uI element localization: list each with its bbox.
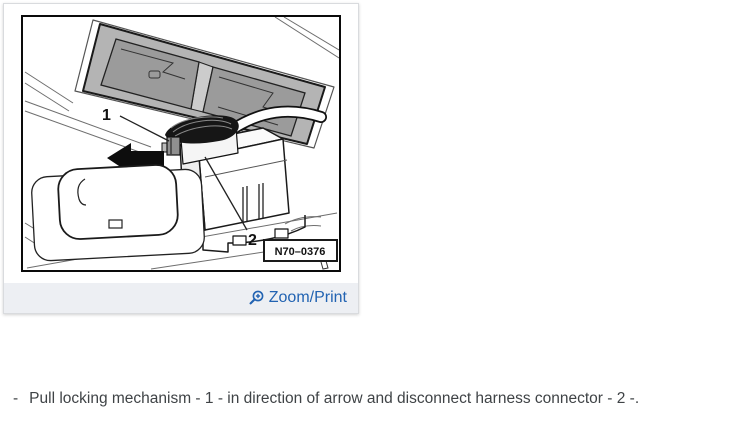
callout-1-leader xyxy=(120,116,169,141)
callout-1-label: 1 xyxy=(102,107,111,124)
callout-2-label: 2 xyxy=(248,232,257,249)
zoom-print-link[interactable] xyxy=(247,289,347,307)
connector-latch xyxy=(162,137,180,155)
technical-illustration xyxy=(23,17,339,270)
zoom-print-label: Zoom/Print xyxy=(268,289,347,306)
illustration-frame xyxy=(21,15,341,272)
part-number-text: N70–0376 xyxy=(274,246,326,258)
dome-light-lens xyxy=(57,164,179,240)
instruction-row xyxy=(13,389,639,409)
instruction-bullet: - xyxy=(13,390,19,407)
magnifier-icon xyxy=(247,289,265,307)
instruction-text: Pull locking mechanism - 1 - in direction of arrow and disconnect harness connector - 2 -. xyxy=(29,390,640,407)
part-number-box xyxy=(264,240,337,261)
card-footer xyxy=(4,283,358,313)
figure-card xyxy=(3,3,359,314)
